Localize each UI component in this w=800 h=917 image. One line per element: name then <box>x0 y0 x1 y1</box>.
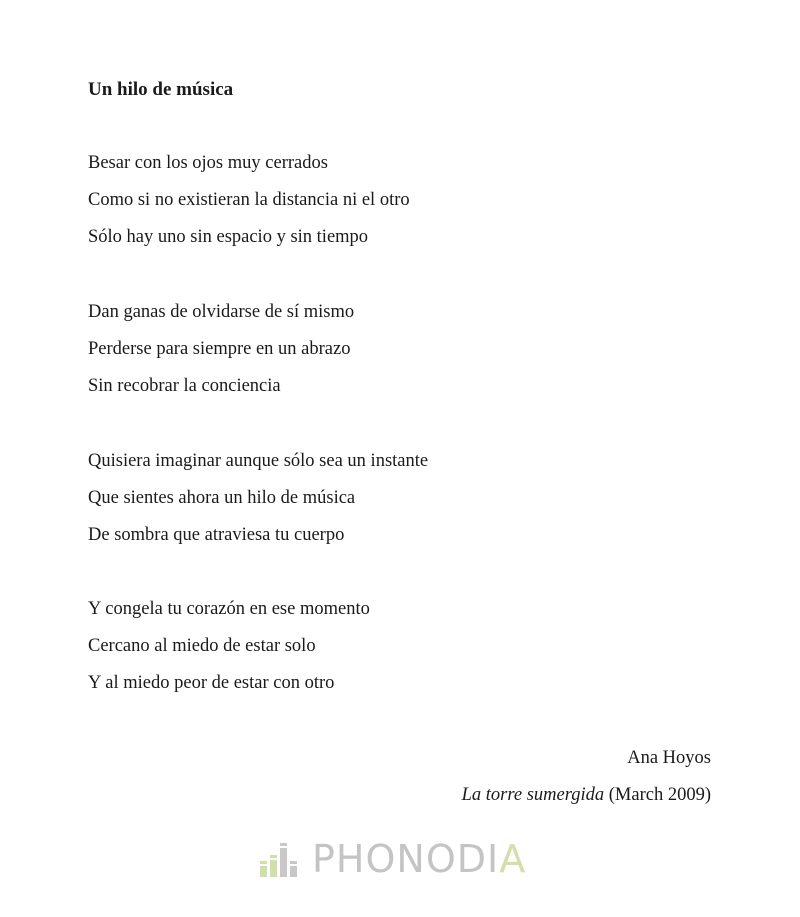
publication-date: (March 2009) <box>608 785 711 805</box>
poem-line: Y congela tu corazón en ese momento <box>88 599 370 619</box>
poem-line: Sólo hay uno sin espacio y sin tiempo <box>88 227 369 247</box>
poem-line: Dan ganas de olvidarse de sí mismo <box>88 302 355 322</box>
stanza-3 <box>88 443 688 554</box>
stanza-1 <box>88 145 688 256</box>
poem-line: Quisiera imaginar aunque sólo sea un instante <box>88 451 429 471</box>
stanza-2 <box>88 294 688 405</box>
poem-line: Como si no existieran la distancia ni el otro <box>88 190 410 210</box>
poem-title: Un hilo de música <box>88 79 234 100</box>
poem-line: Sin recobrar la conciencia <box>88 376 281 396</box>
bar-chart-logo-icon <box>260 839 300 879</box>
poem-line: Que sientes ahora un hilo de música <box>88 488 356 508</box>
stanza-4 <box>88 591 688 702</box>
poem-line: Besar con los ojos muy cerrados <box>88 153 328 173</box>
poem-line: Cercano al miedo de estar solo <box>88 636 316 656</box>
phonodia-logo <box>260 838 526 880</box>
book-title: La torre sumergida <box>461 785 605 805</box>
poem-line: Y al miedo peor de estar con otro <box>88 673 335 693</box>
author-name: Ana Hoyos <box>627 748 711 768</box>
attribution <box>462 740 711 814</box>
poem-line: De sombra que atraviesa tu cuerpo <box>88 525 345 545</box>
source-line <box>462 777 711 814</box>
logo-wordmark: PHONODIA <box>312 837 527 881</box>
poem-line: Perderse para siempre en un abrazo <box>88 339 351 359</box>
